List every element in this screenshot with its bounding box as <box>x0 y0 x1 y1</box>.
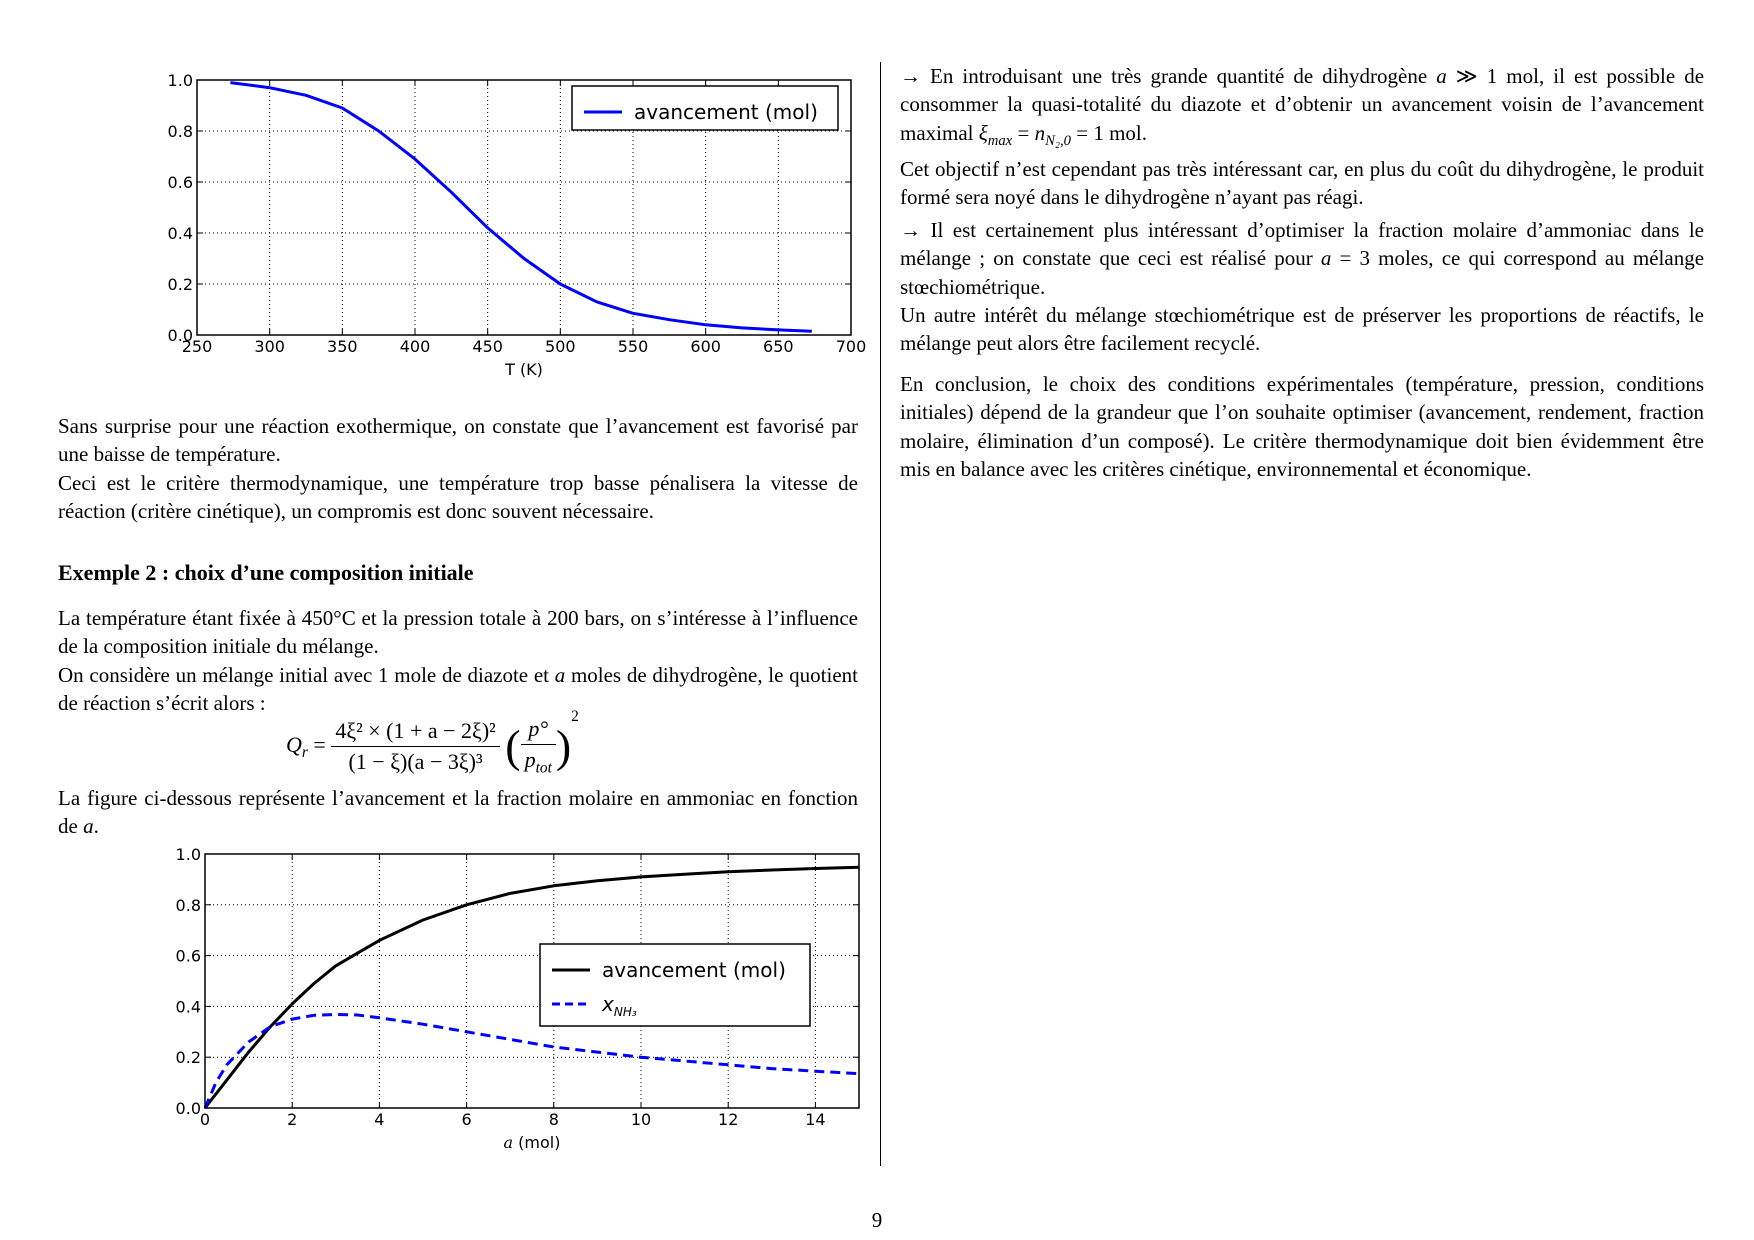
y-tick-label: 0.2 <box>175 1048 201 1068</box>
paragraph-conclusion <box>900 370 1704 483</box>
var-xi: ξ <box>978 120 988 145</box>
y-tick-label: 0.6 <box>175 946 201 966</box>
x-tick-label: 0 <box>199 1110 211 1129</box>
y-tick-label: 0.0 <box>167 326 193 345</box>
text-span: = <box>1017 120 1030 145</box>
text-block: En conclusion, le choix des conditions expérimentales (température, pression, conditions initiales) dépend de la grandeur que l’on souhaite optimiser (avancement, rendement, fraction molaire, élimination d’un composé). Le critère thermodynamique doit bien évidemment être mis en balance avec les critères cinétique, environnemental et économique. <box>900 372 1704 481</box>
series-line <box>205 1015 859 1109</box>
x-tick-label: 500 <box>545 337 576 356</box>
text-span: ≫ 1 mol, il est possible de consommer la quasi-totalité du diazote et d’obtenir un avancement voisin de l’avancement maximal <box>900 64 1705 145</box>
text-span: On considère un mélange initial avec 1 mole de diazote et <box>58 662 549 687</box>
x-tick-label: 650 <box>763 337 794 356</box>
text-span: → Il est certainement plus intéressant d’optimiser la fraction molaire d’ammoniac dans le mélange ; on constate que ceci est réalisé pour <box>900 218 1704 271</box>
x-tick-label: 450 <box>472 337 503 356</box>
text-line <box>58 784 858 841</box>
paragraph-composition <box>58 604 858 717</box>
text-block: Cet objectif n’est cependant pas très intéressant car, en plus du coût du dihydrogène, le produit formé sera noyé dans le dihydrogène n’ayant pas réagi. <box>900 157 1704 210</box>
eq-lhs: Q <box>286 731 302 757</box>
chart-composition <box>110 844 890 1164</box>
equation-quotient <box>286 708 579 777</box>
x-tick-label: 2 <box>287 1110 298 1129</box>
y-tick-label: 0.0 <box>175 1099 201 1118</box>
paren-open-icon: ( <box>505 720 521 772</box>
text-line: Ceci est le critère thermodynamique, une température trop basse pénalisera la vitesse de réaction (critère cinétique), un compromis est donc souvent nécessaire. <box>58 470 858 523</box>
var-a: a <box>1320 246 1332 271</box>
text-line <box>58 661 858 718</box>
var-a: a <box>1436 64 1447 88</box>
x-axis-label <box>504 1133 561 1152</box>
y-tick-label: 0.4 <box>167 224 193 243</box>
eq-equals: = <box>313 731 326 757</box>
x-tick-label: 550 <box>617 337 649 356</box>
x-tick-label: 300 <box>254 337 285 356</box>
eq-numerator: 4ξ² × (1 + a − 2ξ)² <box>331 718 499 747</box>
eq-p: p <box>524 747 536 772</box>
eq-pressure-fraction <box>521 716 556 777</box>
eq-denominator: (1 − ξ)(a − 3ξ)³ <box>348 749 483 775</box>
x-tick-label: 8 <box>548 1110 559 1129</box>
y-tick-label: 0.8 <box>175 895 201 915</box>
y-tick-label: 1.0 <box>167 71 193 90</box>
eq-p-num: p° <box>521 716 556 745</box>
var-xi-sub: max <box>987 132 1013 149</box>
y-tick-label: 0.2 <box>167 275 193 294</box>
legend-label-sub: NH₃ <box>613 1005 637 1019</box>
text-span: moles de dihydrogène, le quotient de réaction s’écrit alors : <box>58 662 858 715</box>
eq-p-sub: tot <box>535 759 552 777</box>
text-span: . <box>93 814 99 839</box>
eq-power: 2 <box>571 708 579 726</box>
x-tick-label: 10 <box>630 1110 652 1129</box>
section-heading <box>58 560 858 586</box>
x-axis-label-unit: (mol) <box>513 1133 561 1152</box>
x-tick-label: 600 <box>690 337 721 356</box>
y-tick-label: 0.6 <box>167 173 193 192</box>
y-tick-label: 0.8 <box>167 122 193 141</box>
x-tick-label: 4 <box>374 1110 385 1129</box>
x-tick-label: 14 <box>805 1110 826 1129</box>
x-tick-label: 6 <box>461 1110 472 1129</box>
paragraph-excess-h2 <box>900 62 1704 212</box>
x-tick-label: 350 <box>327 337 358 356</box>
eq-lhs-sub: r <box>301 744 308 762</box>
x-tick-label: 700 <box>835 337 867 356</box>
paragraph-optimize-fraction <box>900 216 1704 357</box>
eq-fraction <box>331 718 499 775</box>
eq-p-den <box>521 745 556 777</box>
paren-close-icon: ) <box>555 720 572 772</box>
paragraph-exothermic <box>58 412 858 525</box>
var-n-sub: N₂,0 <box>1045 132 1071 149</box>
x-tick-label: 12 <box>718 1110 739 1129</box>
x-axis-label: T (K) <box>505 360 543 379</box>
x-tick-label: 400 <box>399 337 431 356</box>
text-span: = 3 moles, ce qui correspond au mélange stœchiométrique. <box>900 246 1705 299</box>
text-span: → En introduisant une très grande quantité de dihydrogène <box>900 64 1428 88</box>
x-axis-label-var: a <box>503 1133 514 1152</box>
legend-label: avancement (mol) <box>602 958 786 982</box>
text-block <box>900 62 1704 155</box>
chart-temperature <box>110 64 890 394</box>
paragraph-figure-intro <box>58 784 858 841</box>
legend-box <box>540 944 810 1026</box>
text-span: La figure ci-dessous représente l’avancement et la fraction molaire en ammoniac en fonction de <box>58 786 858 839</box>
heading-example-2: Exemple 2 : choix d’une composition initiale <box>58 560 474 585</box>
x-tick-label: 250 <box>181 337 213 356</box>
text-line: Sans surprise pour une réaction exothermique, on constate que l’avancement est favorisé par une baisse de température. <box>58 414 858 467</box>
text-block <box>900 216 1704 301</box>
page-number: 9 <box>871 1208 883 1232</box>
legend-label: avancement (mol) <box>634 100 818 124</box>
var-a: a <box>554 662 566 687</box>
y-tick-label: 0.4 <box>175 997 201 1017</box>
text-block: Un autre intérêt du mélange stœchiométrique est de préserver les proportions de réactifs, le mélange peut alors être facilement recyclé. <box>900 302 1704 356</box>
var-a: a <box>83 814 94 839</box>
var-n: n <box>1034 120 1046 145</box>
legend-label-var: x <box>602 992 614 1016</box>
y-tick-label: 1.0 <box>175 845 201 864</box>
text-span: = 1 mol. <box>1076 120 1147 145</box>
text-line: La température étant fixée à 450°C et la pression totale à 200 bars, on s’intéresse à l’influence de la composition initiale du mélange. <box>58 606 858 659</box>
